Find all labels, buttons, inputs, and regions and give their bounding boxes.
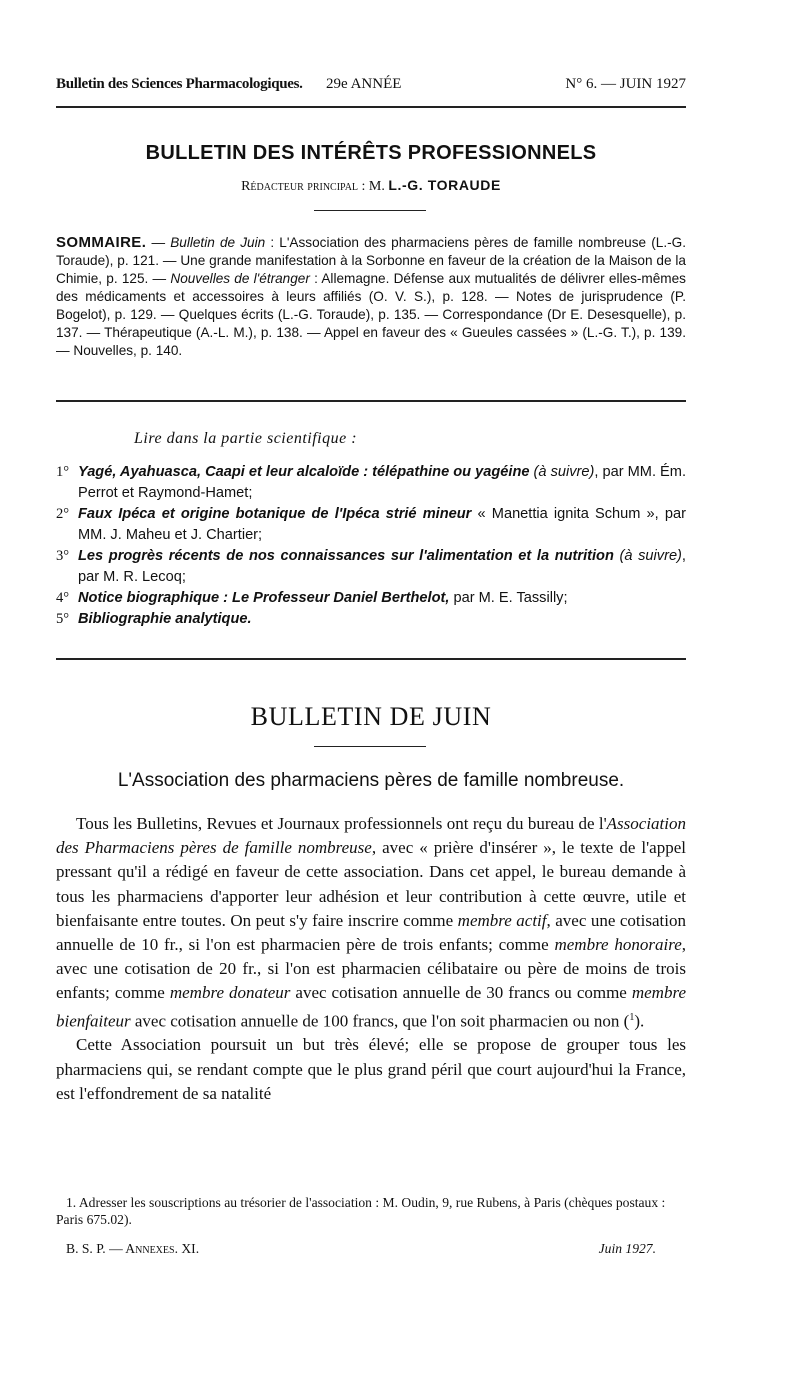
list-item [56, 546, 686, 588]
list-item [56, 504, 686, 546]
body-text: membre donateur [169, 983, 291, 1003]
footnote-ref[interactable]: 1 [629, 1011, 635, 1023]
sommaire-rule [56, 400, 686, 402]
sommaire-text: Bulletin de Juin [170, 235, 266, 250]
lire-heading: Lire dans la partie scientifique : [134, 430, 358, 447]
list-item [56, 609, 686, 630]
item-number: 5° [56, 611, 70, 627]
paragraph [56, 812, 686, 1033]
body-text: , avec une cotisation de 20 fr., si l'on est pharmacien célibataire ou père de moins de trois enfants; comme [56, 935, 687, 1003]
article-body [56, 812, 686, 1106]
article-title: L'Association des pharmaciens pères de famille nombreuse. [117, 770, 625, 791]
item-authors: , par M. R. Lecoq; [78, 548, 686, 585]
sommaire-text: — [146, 235, 171, 250]
footer-left: B. S. P. — Annexes. XI. [66, 1241, 200, 1256]
body-text: avec cotisation annuelle de 30 francs ou comme [290, 983, 632, 1003]
title-divider [314, 210, 426, 211]
bulletin-title: BULLETIN DES INTÉRÊTS PROFESSIONNELS [145, 142, 597, 164]
body-text: ). [634, 1011, 645, 1031]
item-title: Faux Ipéca et origine botanique de l'Ipéca strié mineur [78, 506, 472, 522]
item-authors: « Manettia ignita Schum », par MM. J. Maheu et J. Chartier; [78, 506, 686, 543]
sommaire-label: SOMMAIRE. [56, 234, 147, 251]
header-rule [56, 106, 686, 108]
body-text: , avec « prière d'insérer », le texte de l'appel pressant qu'il a rédigé en faveur de cette association. Dans cet appel, le bureau demande à tous les pharmaciens d'apporter leur adhésion et leur contribution à cette œuvre, utile et bienfaisante entre toutes. On peut s'y faire inscrire comme [56, 838, 686, 930]
running-header [56, 76, 686, 98]
footnote [56, 1194, 686, 1228]
item-title: Notice biographique : Le Professeur Daniel Berthelot, [78, 590, 450, 606]
section-divider [314, 746, 426, 747]
item-number: 1° [56, 464, 70, 480]
paragraph: Cette Association poursuit un but très élevé; elle se propose de grouper tous les pharmaciens qui, se rendant compte que le plus grand péril que court aujourd'hui la France, est l'effondrement de sa natalité [56, 1035, 686, 1103]
list-item [56, 462, 686, 504]
body-text: membre actif [457, 910, 547, 930]
page-footer [56, 1241, 686, 1259]
issue-number: N° 6. — JUIN 1927 [565, 76, 686, 92]
redacteur-name: L.-G. TORAUDE [388, 177, 501, 193]
redacteur-line [56, 177, 686, 195]
redacteur-label: Rédacteur principal : M. [241, 179, 385, 194]
item-note: (à suivre) [619, 548, 682, 564]
footer-right: Juin 1927. [598, 1241, 656, 1256]
item-authors: par M. E. Tassilly; [449, 590, 568, 606]
item-note: (à suivre) [533, 464, 595, 480]
sommaire [56, 234, 686, 360]
journal-name: Bulletin des Sciences Pharmacologiques. [56, 76, 303, 92]
item-number: 2° [56, 506, 70, 522]
body-text: membre honoraire [554, 935, 682, 955]
list-item [56, 588, 686, 609]
item-title: Yagé, Ayahuasca, Caapi et leur alcaloïde : télépathine ou yagéine [78, 464, 530, 480]
body-text: Association des Pharmaciens pères de famille nombreuse [56, 814, 686, 858]
body-text: Tous les Bulletins, Revues et Journaux professionnels ont reçu du bureau de l' [76, 814, 607, 833]
item-number: 3° [56, 548, 70, 564]
scientific-items [56, 462, 686, 630]
item-title: Les progrès récents de nos connaissances sur l'alimentation et la nutrition [78, 548, 614, 564]
items-rule [56, 658, 686, 660]
body-text: avec cotisation annuelle de 100 francs, que l'on soit pharmacien ou non ( [130, 1011, 630, 1031]
sommaire-text: Nouvelles de l'étranger [170, 271, 310, 286]
footnote-text: 1. Adresser les souscriptions au trésorier de l'association : M. Oudin, 9, rue Rubens, à Paris (chèques postaux : Paris 675.02). [56, 1195, 666, 1227]
item-number: 4° [56, 590, 70, 606]
sommaire-text: : Allemagne. Défense aux mutualités de délivrer elles-mêmes des médicaments et accessoires à leurs affiliés (O. V. S.), p. 128. — Notes de jurisprudence (P. Bogelot), p. 129. — Quelques écrits (L.-G. Toraude), p. 135. — Correspondance (Dr E. Desesquelle), p. 137. — Thérapeutique (A.-L. M.), p. 138. — Appel en faveur des « Gueules cassées » (L.-G. T.), p. 139. — Nouvelles, p. 140. [56, 271, 686, 358]
item-authors: , par MM. Ém. Perrot et Raymond-Hamet; [78, 464, 686, 501]
sommaire-text: : L'Association des pharmaciens pères de famille nombreuse (L.-G. Toraude), p. 121. — Une grande manifestation à la Sorbonne en faveur de la création de la Maison de la Chimie, p. 125. — [56, 235, 686, 286]
item-title: Bibliographie analytique. [78, 611, 252, 627]
section-title: BULLETIN DE JUIN [250, 702, 492, 731]
year-label: 29e ANNÉE [326, 76, 402, 92]
body-text: , avec une cotisation annuelle de 10 fr., si l'on est pharmacien père de trois enfants; comme [56, 910, 686, 955]
body-text: membre bienfaiteur [56, 983, 686, 1031]
